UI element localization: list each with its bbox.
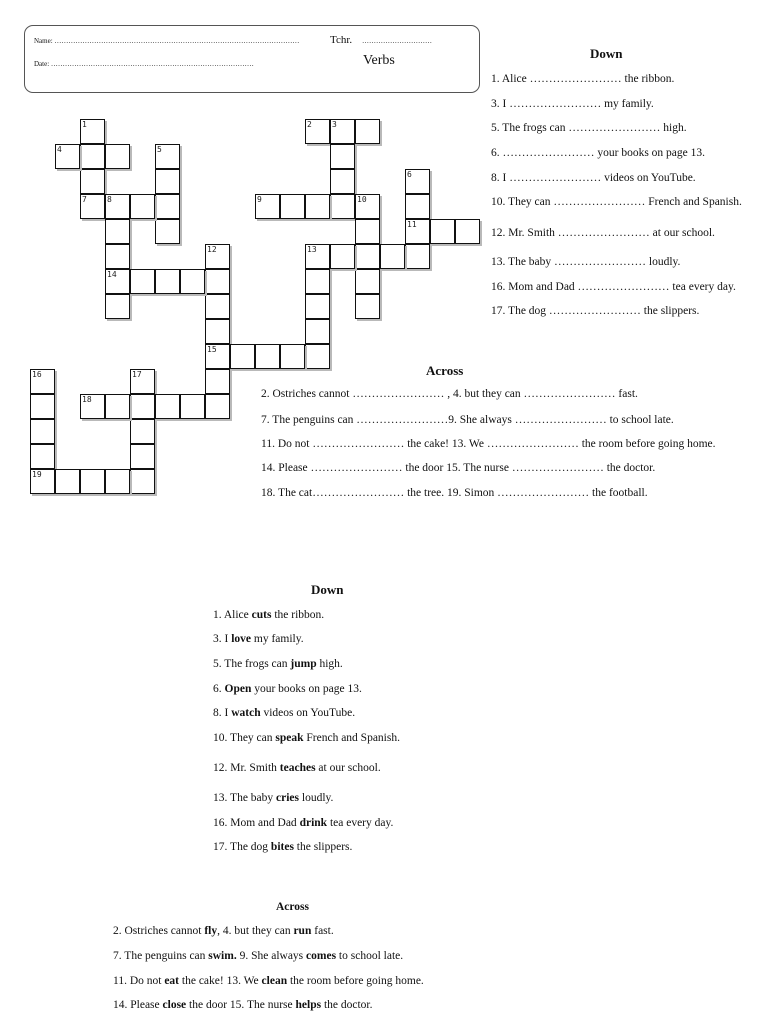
cell-number: 2 (307, 120, 312, 129)
grid-cell[interactable] (355, 294, 380, 319)
grid-cell[interactable] (130, 369, 155, 394)
across-heading: Across (426, 363, 464, 378)
key-across-clue: 7. The penguins can swim. 9. She always comes to school late. (113, 950, 404, 962)
name-line: Name: …………………………………………………………………………………………… (34, 37, 300, 45)
grid-cell[interactable] (55, 469, 80, 494)
key-down-clue: 5. The frogs can jump high. (213, 658, 343, 670)
grid-cell[interactable] (155, 394, 180, 419)
cell-number: 4 (57, 145, 62, 154)
cell-number: 19 (32, 470, 42, 479)
grid-cell[interactable] (30, 394, 55, 419)
grid-cell[interactable] (205, 394, 230, 419)
grid-cell[interactable] (205, 319, 230, 344)
grid-cell[interactable] (305, 194, 330, 219)
cell-number: 7 (82, 195, 87, 204)
across-clue: 2. Ostriches cannot …………………… , 4. but they can …………………… fast. (261, 388, 638, 400)
date-line: Date: …………………………………………………………………………… (34, 60, 254, 68)
grid-cell[interactable] (205, 294, 230, 319)
down-clue: 12. Mr. Smith …………………… at our school. (491, 227, 715, 239)
grid-cell[interactable] (30, 444, 55, 469)
grid-cell[interactable] (80, 194, 105, 219)
cell-number: 1 (82, 120, 87, 129)
grid-cell[interactable] (55, 144, 80, 169)
down-clue: 3. I …………………… my family. (491, 98, 654, 110)
across-clue: 14. Please …………………… the door 15. The nurse …………………… the doctor. (261, 462, 656, 474)
down-clue: 13. The baby …………………… loudly. (491, 256, 681, 268)
grid-cell[interactable] (130, 194, 155, 219)
cell-number: 5 (157, 145, 162, 154)
grid-cell[interactable] (80, 394, 105, 419)
grid-cell[interactable] (30, 469, 55, 494)
grid-cell[interactable] (105, 219, 130, 244)
down-clue: 16. Mom and Dad …………………… tea every day. (491, 281, 736, 293)
cell-number: 11 (407, 220, 417, 229)
key-down-clue: 3. I love my family. (213, 633, 304, 645)
key-down-clue: 16. Mom and Dad drink tea every day. (213, 817, 394, 829)
key-down-clue: 12. Mr. Smith teaches at our school. (213, 762, 381, 774)
grid-cell[interactable] (305, 269, 330, 294)
worksheet-title: Verbs (363, 53, 395, 68)
grid-cell[interactable] (330, 194, 355, 219)
grid-cell[interactable] (355, 244, 380, 269)
grid-cell[interactable] (130, 419, 155, 444)
grid-cell[interactable] (130, 444, 155, 469)
grid-cell[interactable] (355, 194, 380, 219)
key-down-clue: 8. I watch videos on YouTube. (213, 707, 356, 719)
grid-cell[interactable] (355, 119, 380, 144)
cell-number: 15 (207, 345, 217, 354)
cell-number: 13 (307, 245, 317, 254)
grid-cell[interactable] (105, 394, 130, 419)
cell-number: 10 (357, 195, 367, 204)
grid-cell[interactable] (205, 244, 230, 269)
down-heading: Down (590, 46, 623, 61)
cell-number: 12 (207, 245, 217, 254)
grid-cell[interactable] (430, 219, 455, 244)
grid-cell[interactable] (80, 169, 105, 194)
grid-cell[interactable] (205, 369, 230, 394)
grid-cell[interactable] (180, 394, 205, 419)
grid-cell[interactable] (305, 319, 330, 344)
down-clue: 5. The frogs can …………………… high. (491, 122, 687, 134)
grid-cell[interactable] (455, 219, 480, 244)
teacher-label: Tchr. (330, 34, 353, 46)
cell-number: 14 (107, 270, 117, 279)
grid-cell[interactable] (205, 269, 230, 294)
grid-cell[interactable] (30, 419, 55, 444)
grid-cell[interactable] (305, 119, 330, 144)
grid-cell[interactable] (180, 269, 205, 294)
down-clue: 8. I …………………… videos on YouTube. (491, 172, 696, 184)
key-across-heading: Across (276, 901, 310, 913)
down-clue: 10. They can …………………… French and Spanish. (491, 196, 742, 208)
key-across-clue: 2. Ostriches cannot fly, 4. but they can run fast. (113, 925, 334, 937)
across-clue: 11. Do not …………………… the cake! 13. We …………………… the room before going home. (261, 438, 716, 450)
grid-cell[interactable] (130, 394, 155, 419)
grid-cell[interactable] (355, 269, 380, 294)
grid-cell[interactable] (305, 344, 330, 369)
cell-number: 8 (107, 195, 112, 204)
grid-cell[interactable] (30, 369, 55, 394)
grid-cell[interactable] (205, 344, 230, 369)
down-clue: 1. Alice …………………… the ribbon. (491, 73, 675, 85)
key-across-clue: 11. Do not eat the cake! 13. We clean the room before going home. (113, 975, 424, 987)
grid-cell[interactable] (405, 194, 430, 219)
grid-cell[interactable] (155, 194, 180, 219)
grid-cell[interactable] (80, 144, 105, 169)
grid-cell[interactable] (130, 269, 155, 294)
key-across-clue: 14. Please close the door 15. The nurse helps the doctor. (113, 999, 373, 1011)
grid-cell[interactable] (105, 269, 130, 294)
grid-cell[interactable] (80, 469, 105, 494)
grid-cell[interactable] (380, 244, 405, 269)
grid-cell[interactable] (105, 194, 130, 219)
grid-cell[interactable] (355, 219, 380, 244)
grid-cell[interactable] (155, 269, 180, 294)
grid-cell[interactable] (405, 244, 430, 269)
grid-cell[interactable] (405, 169, 430, 194)
grid-cell[interactable] (155, 169, 180, 194)
grid-cell[interactable] (305, 244, 330, 269)
grid-cell[interactable] (255, 344, 280, 369)
grid-cell[interactable] (330, 144, 355, 169)
grid-cell[interactable] (330, 244, 355, 269)
grid-cell[interactable] (105, 144, 130, 169)
grid-cell[interactable] (305, 294, 330, 319)
down-clue: 17. The dog …………………… the slippers. (491, 305, 700, 317)
grid-cell[interactable] (330, 169, 355, 194)
key-down-clue: 6. Open your books on page 13. (213, 683, 362, 695)
header-box (24, 25, 480, 93)
cell-number: 16 (32, 370, 42, 379)
key-down-clue: 10. They can speak French and Spanish. (213, 732, 400, 744)
key-down-heading: Down (311, 582, 344, 597)
grid-cell[interactable] (155, 144, 180, 169)
key-down-clue: 17. The dog bites the slippers. (213, 841, 353, 853)
grid-cell[interactable] (330, 119, 355, 144)
grid-cell[interactable] (280, 194, 305, 219)
cell-number: 17 (132, 370, 142, 379)
teacher-line: ………………………… (362, 37, 432, 45)
grid-cell[interactable] (255, 194, 280, 219)
grid-cell[interactable] (105, 469, 130, 494)
across-clue: 7. The penguins can ……………………9. She always …………………… to school late. (261, 414, 674, 426)
cell-number: 9 (257, 195, 262, 204)
cell-number: 3 (332, 120, 337, 129)
grid-cell[interactable] (105, 244, 130, 269)
key-down-clue: 13. The baby cries loudly. (213, 792, 334, 804)
cell-number: 6 (407, 170, 412, 179)
cell-number: 18 (82, 395, 92, 404)
grid-cell[interactable] (405, 219, 430, 244)
key-down-clue: 1. Alice cuts the ribbon. (213, 609, 325, 621)
grid-cell[interactable] (105, 294, 130, 319)
grid-cell[interactable] (155, 219, 180, 244)
across-clue: 18. The cat…………………… the tree. 19. Simon …………………… the football. (261, 487, 648, 499)
grid-cell[interactable] (230, 344, 255, 369)
grid-cell[interactable] (80, 119, 105, 144)
grid-cell[interactable] (130, 469, 155, 494)
down-clue: 6. …………………… your books on page 13. (491, 147, 706, 159)
grid-cell[interactable] (280, 344, 305, 369)
